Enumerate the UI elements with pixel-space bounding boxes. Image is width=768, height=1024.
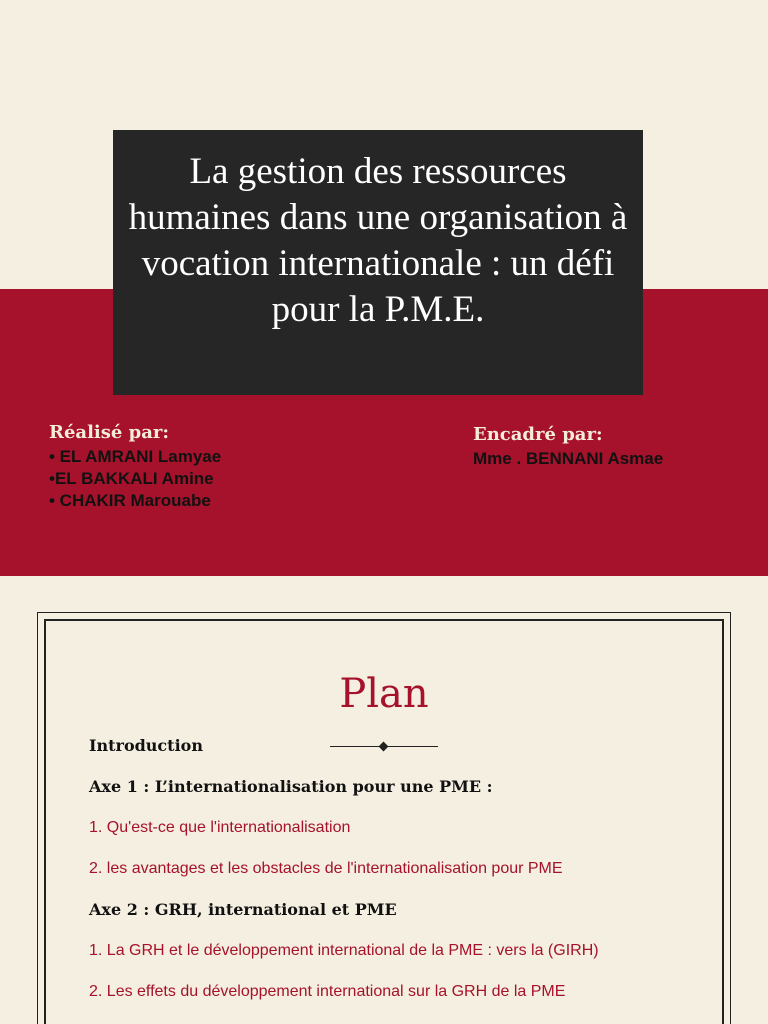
author-name: • EL AMRANI Lamyae: [49, 447, 222, 466]
authors-heading: Réalisé par:: [49, 422, 169, 443]
plan-axe2-item: 1. La GRH et le développement international de la PME : vers la (GIRH): [89, 942, 599, 959]
plan-axe1-item: 2. les avantages et les obstacles de l'internationalisation pour PME: [89, 860, 563, 877]
author-name: • CHAKIR Marouabe: [49, 491, 211, 510]
plan-axe1-heading: Axe 1 : L’internationalisation pour une PME :: [89, 777, 493, 796]
supervisor-heading: Encadré par:: [473, 424, 603, 445]
plan-axe2-heading: Axe 2 : GRH, international et PME: [89, 900, 397, 919]
plan-axe2-item: 2. Les effets du développement international sur la GRH de la PME: [89, 983, 566, 1000]
document-title: La gestion des ressources humaines dans une organisation à vocation internationale : un défi pour la P.M.E.: [128, 151, 628, 330]
author-name: •EL BAKKALI Amine: [49, 469, 214, 488]
plan-introduction: Introduction: [89, 736, 203, 755]
plan-title: Plan: [339, 671, 429, 717]
title-box: [113, 130, 643, 395]
supervisor-name: Mme . BENNANI Asmae: [473, 449, 664, 468]
supervisor-block: [473, 422, 663, 470]
authors-block: [49, 420, 221, 512]
plan-axe1-item: 1. Qu'est-ce que l'internationalisation: [89, 819, 351, 836]
